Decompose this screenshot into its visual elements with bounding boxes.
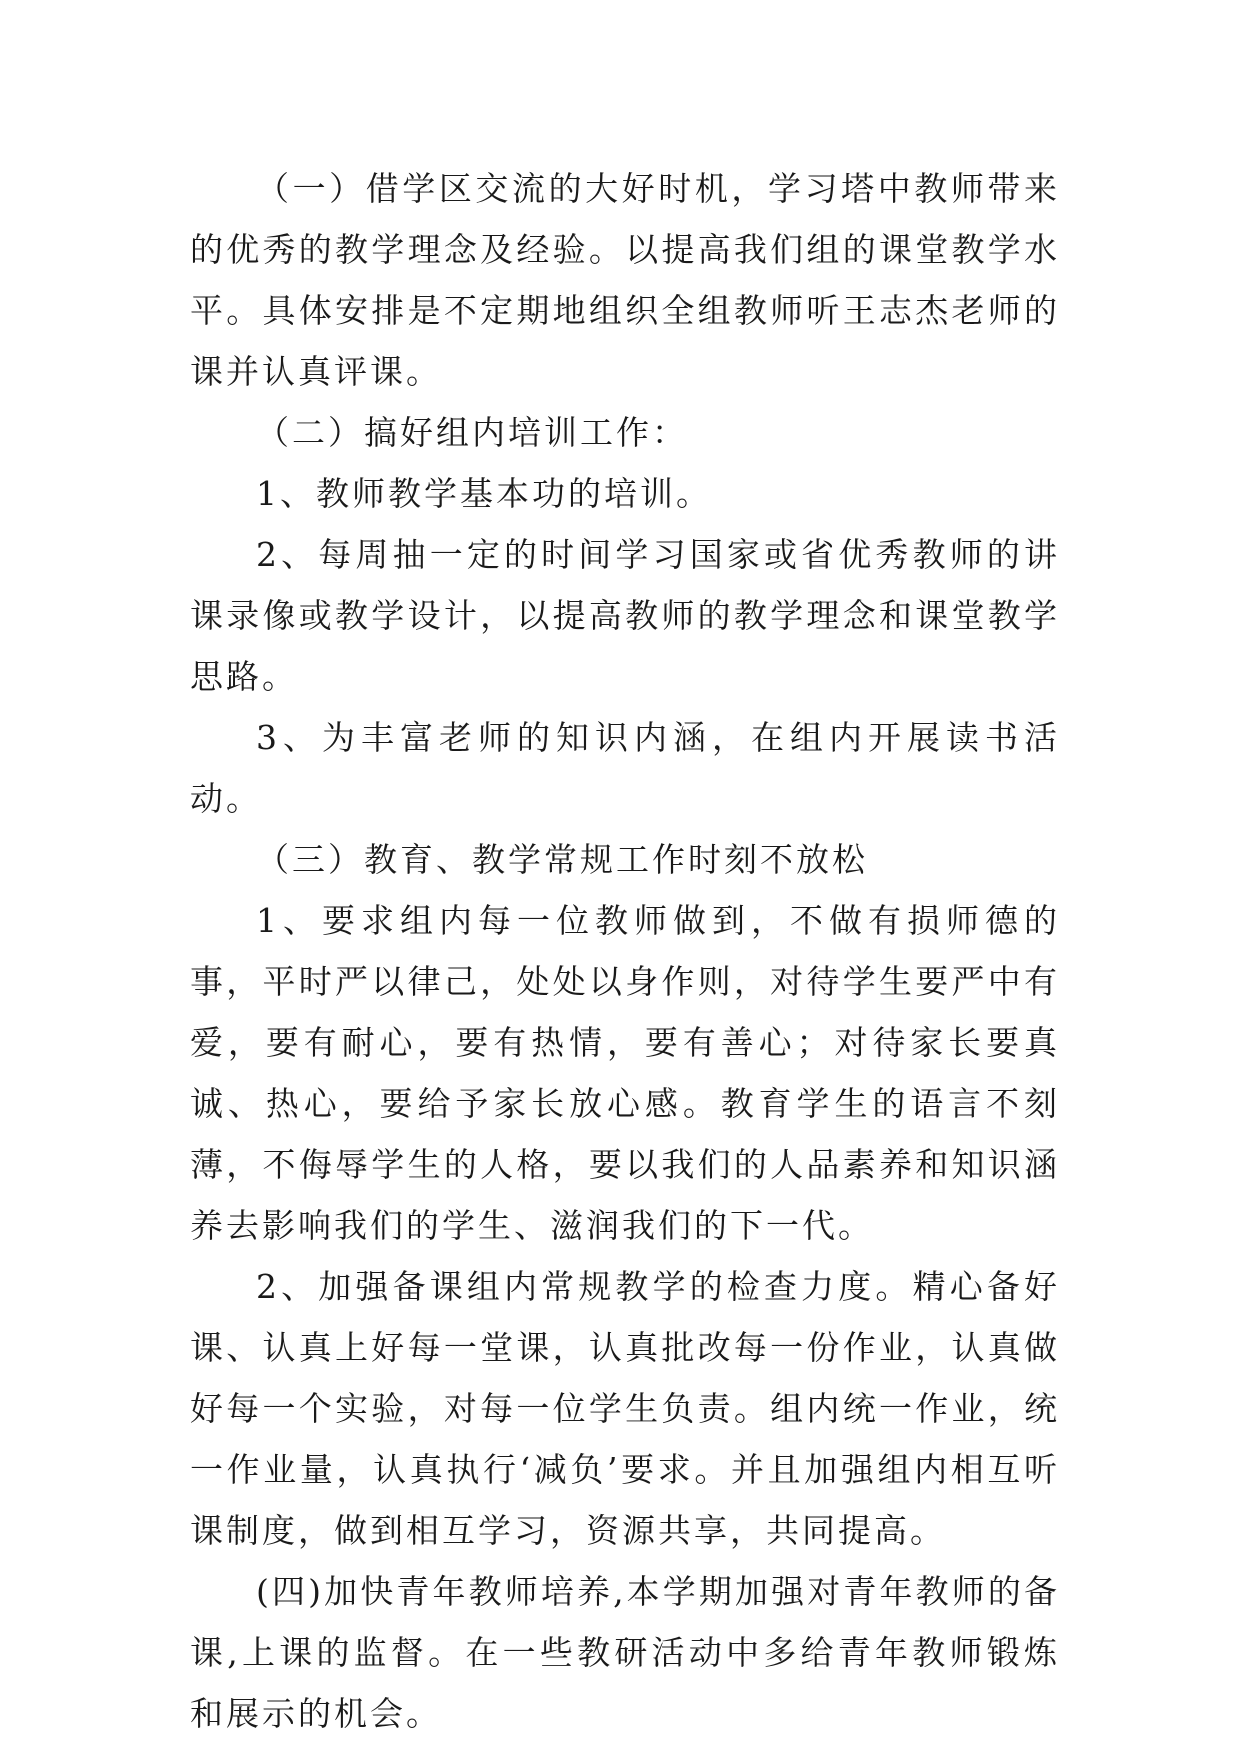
paragraph-item-2-1: 1、教师教学基本功的培训。 xyxy=(256,474,712,513)
paragraph-item-3-1: 1、要求组内每一位教师做到，不做有损师德的事，平时严以律己，处处以身作则，对待学生要严中有爱，要有耐心，要有热情，要有善心；对待家长要真诚、热心，要给予家长放心感。教育学生的语言不刻薄，不侮辱学生的人格，要以我们的人品素养和知识涵养去影响我们的学生、滋润我们的下一代。 xyxy=(190,901,1060,1245)
paragraph-item-2-3: 3、为丰富老师的知识内涵，在组内开展读书活动。 xyxy=(190,718,1060,818)
paragraph-item-2-2: 2、每周抽一定的时间学习国家或省优秀教师的讲课录像或教学设计，以提高教师的教学理念和课堂教学思路。 xyxy=(190,535,1060,696)
document-body xyxy=(190,158,1060,1744)
paragraph-section-4: (四)加快青年教师培养,本学期加强对青年教师的备课,上课的监督。在一些教研活动中多给青年教师锻炼和展示的机会。 xyxy=(190,1572,1060,1733)
paragraph-section-3-heading: （三）教育、教学常规工作时刻不放松 xyxy=(256,840,868,879)
paragraph-section-1: （一）借学区交流的大好时机，学习塔中教师带来的优秀的教学理念及经验。以提高我们组的课堂教学水平。具体安排是不定期地组织全组教师听王志杰老师的课并认真评课。 xyxy=(190,169,1060,391)
paragraph-item-3-2: 2、加强备课组内常规教学的检查力度。精心备好课、认真上好每一堂课，认真批改每一份作业，认真做好每一个实验，对每一位学生负责。组内统一作业，统一作业量，认真执行‘减负’要求。并且加强组内相互听课制度，做到相互学习，资源共享，共同提高。 xyxy=(190,1267,1060,1550)
paragraph-section-2-heading: （二）搞好组内培训工作： xyxy=(256,413,688,452)
